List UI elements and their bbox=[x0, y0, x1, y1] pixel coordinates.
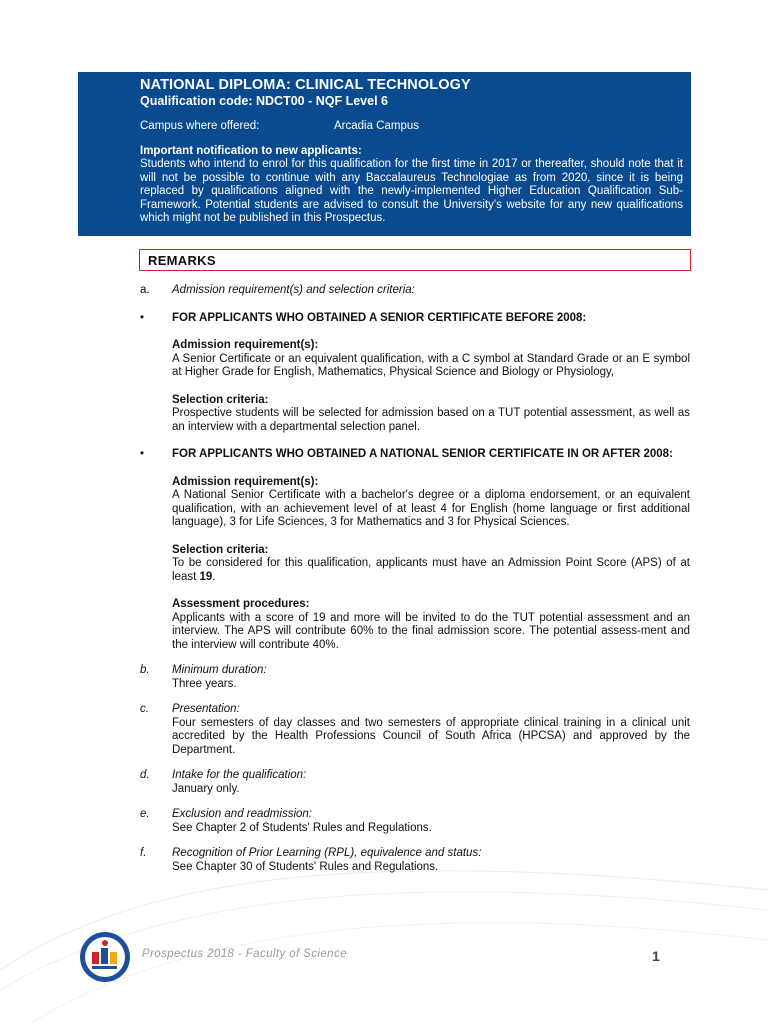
remarks-heading: REMARKS bbox=[139, 249, 691, 271]
assessment-title: Assessment procedures: bbox=[172, 598, 310, 610]
item-title: Exclusion and readmission: bbox=[172, 808, 312, 820]
item-d bbox=[140, 769, 690, 796]
item-title: Admission requirement(s) and selection criteria: bbox=[172, 284, 415, 296]
item-title: Minimum duration: bbox=[172, 664, 267, 676]
item-text: See Chapter 30 of Students' Rules and Regulations. bbox=[172, 860, 439, 873]
item-text: Three years. bbox=[172, 677, 237, 690]
item-a bbox=[140, 284, 690, 298]
admission-text: A Senior Certificate or an equivalent qualification, with a C symbol at Standard Grade or an E symbol at Higher Grade for English, Mathematics, Physical Science and Biology or Physiology, bbox=[172, 352, 690, 378]
bullet-heading: FOR APPLICANTS WHO OBTAINED A NATIONAL SENIOR CERTIFICATE IN OR AFTER 2008: bbox=[172, 448, 673, 460]
item-title: Recognition of Prior Learning (RPL), equivalence and status: bbox=[172, 847, 482, 859]
item-marker: f. bbox=[140, 847, 147, 859]
bullet-national-senior-certificate bbox=[140, 448, 690, 652]
item-text: January only. bbox=[172, 782, 240, 795]
item-f bbox=[140, 847, 690, 874]
page-title: NATIONAL DIPLOMA: CLINICAL TECHNOLOGY bbox=[140, 77, 471, 93]
item-text: Four semesters of day classes and two semesters of appropriate clinical training in a clinical unit accredited by the Health Professions Council of South Africa (HPCSA) and approved by the Department. bbox=[172, 716, 690, 756]
admission-title: Admission requirement(s): bbox=[172, 339, 319, 351]
item-title: Presentation: bbox=[172, 703, 240, 715]
item-text: See Chapter 2 of Students' Rules and Regulations. bbox=[172, 821, 432, 834]
footer-text: Prospectus 2018 - Faculty of Science bbox=[142, 948, 347, 960]
assessment-text: Applicants with a score of 19 and more will be invited to do the TUT potential assessment and an interview. The APS will contribute 60% to the final admission score. The potential assess-ment and the interview will contribute 40%. bbox=[172, 611, 690, 651]
selection-title: Selection criteria: bbox=[172, 393, 269, 406]
notice-text: Students who intend to enrol for this qualification for the first time in 2017 or thereafter, should note that it will not be possible to continue with any Baccalaureus Technologiae as from 2020, since it is being replaced by qualifications aligned with the newly-implemented Higher Education Qualification Sub-Framework. Potential students are advised to consult the University's website for any new qualifications which might not be published in this Prospectus. bbox=[140, 158, 683, 224]
remarks-content bbox=[140, 284, 690, 874]
admission-title: Admission requirement(s): bbox=[172, 475, 319, 488]
page-number: 1 bbox=[652, 948, 660, 964]
item-c bbox=[140, 703, 690, 757]
admission-text: A National Senior Certificate with a bachelor's degree or a diploma endorsement, or an equivalent qualification, with an achievement level of at least 4 for English (home language or first additional language), 3 for Life Sciences, 3 for Mathematics and 3 for Physical Sciences. bbox=[172, 489, 690, 528]
item-marker: e. bbox=[140, 808, 150, 820]
item-marker: b. bbox=[140, 664, 150, 676]
aps-value: 19 bbox=[199, 570, 213, 583]
bullet-heading: FOR APPLICANTS WHO OBTAINED A SENIOR CERTIFICATE BEFORE 2008: bbox=[172, 311, 587, 324]
bullet-marker: • bbox=[140, 448, 145, 460]
selection-title: Selection criteria: bbox=[172, 543, 269, 556]
notice-title: Important notification to new applicants: bbox=[140, 145, 362, 157]
campus-label: Campus where offered: bbox=[140, 120, 260, 132]
item-b bbox=[140, 664, 690, 691]
campus-value: Arcadia Campus bbox=[334, 120, 420, 132]
item-title: Intake for the qualification: bbox=[172, 769, 307, 781]
item-marker: a. bbox=[140, 284, 150, 296]
item-marker: d. bbox=[140, 769, 150, 781]
qualification-header bbox=[78, 72, 691, 236]
tut-logo-icon bbox=[78, 930, 132, 984]
selection-text: To be considered for this qualification, applicants must have an Admission Point Score (APS) of at least 19. bbox=[172, 557, 690, 583]
qualification-code: Qualification code: NDCT00 - NQF Level 6 bbox=[140, 94, 388, 108]
bullet-senior-certificate bbox=[140, 312, 690, 435]
selection-text: Prospective students will be selected for admission based on a TUT potential assessment, as well as an interview with a departmental selection panel. bbox=[172, 407, 690, 433]
bullet-marker: • bbox=[140, 311, 145, 324]
campus-row bbox=[140, 120, 683, 133]
item-marker: c. bbox=[140, 703, 149, 715]
item-e bbox=[140, 808, 690, 835]
